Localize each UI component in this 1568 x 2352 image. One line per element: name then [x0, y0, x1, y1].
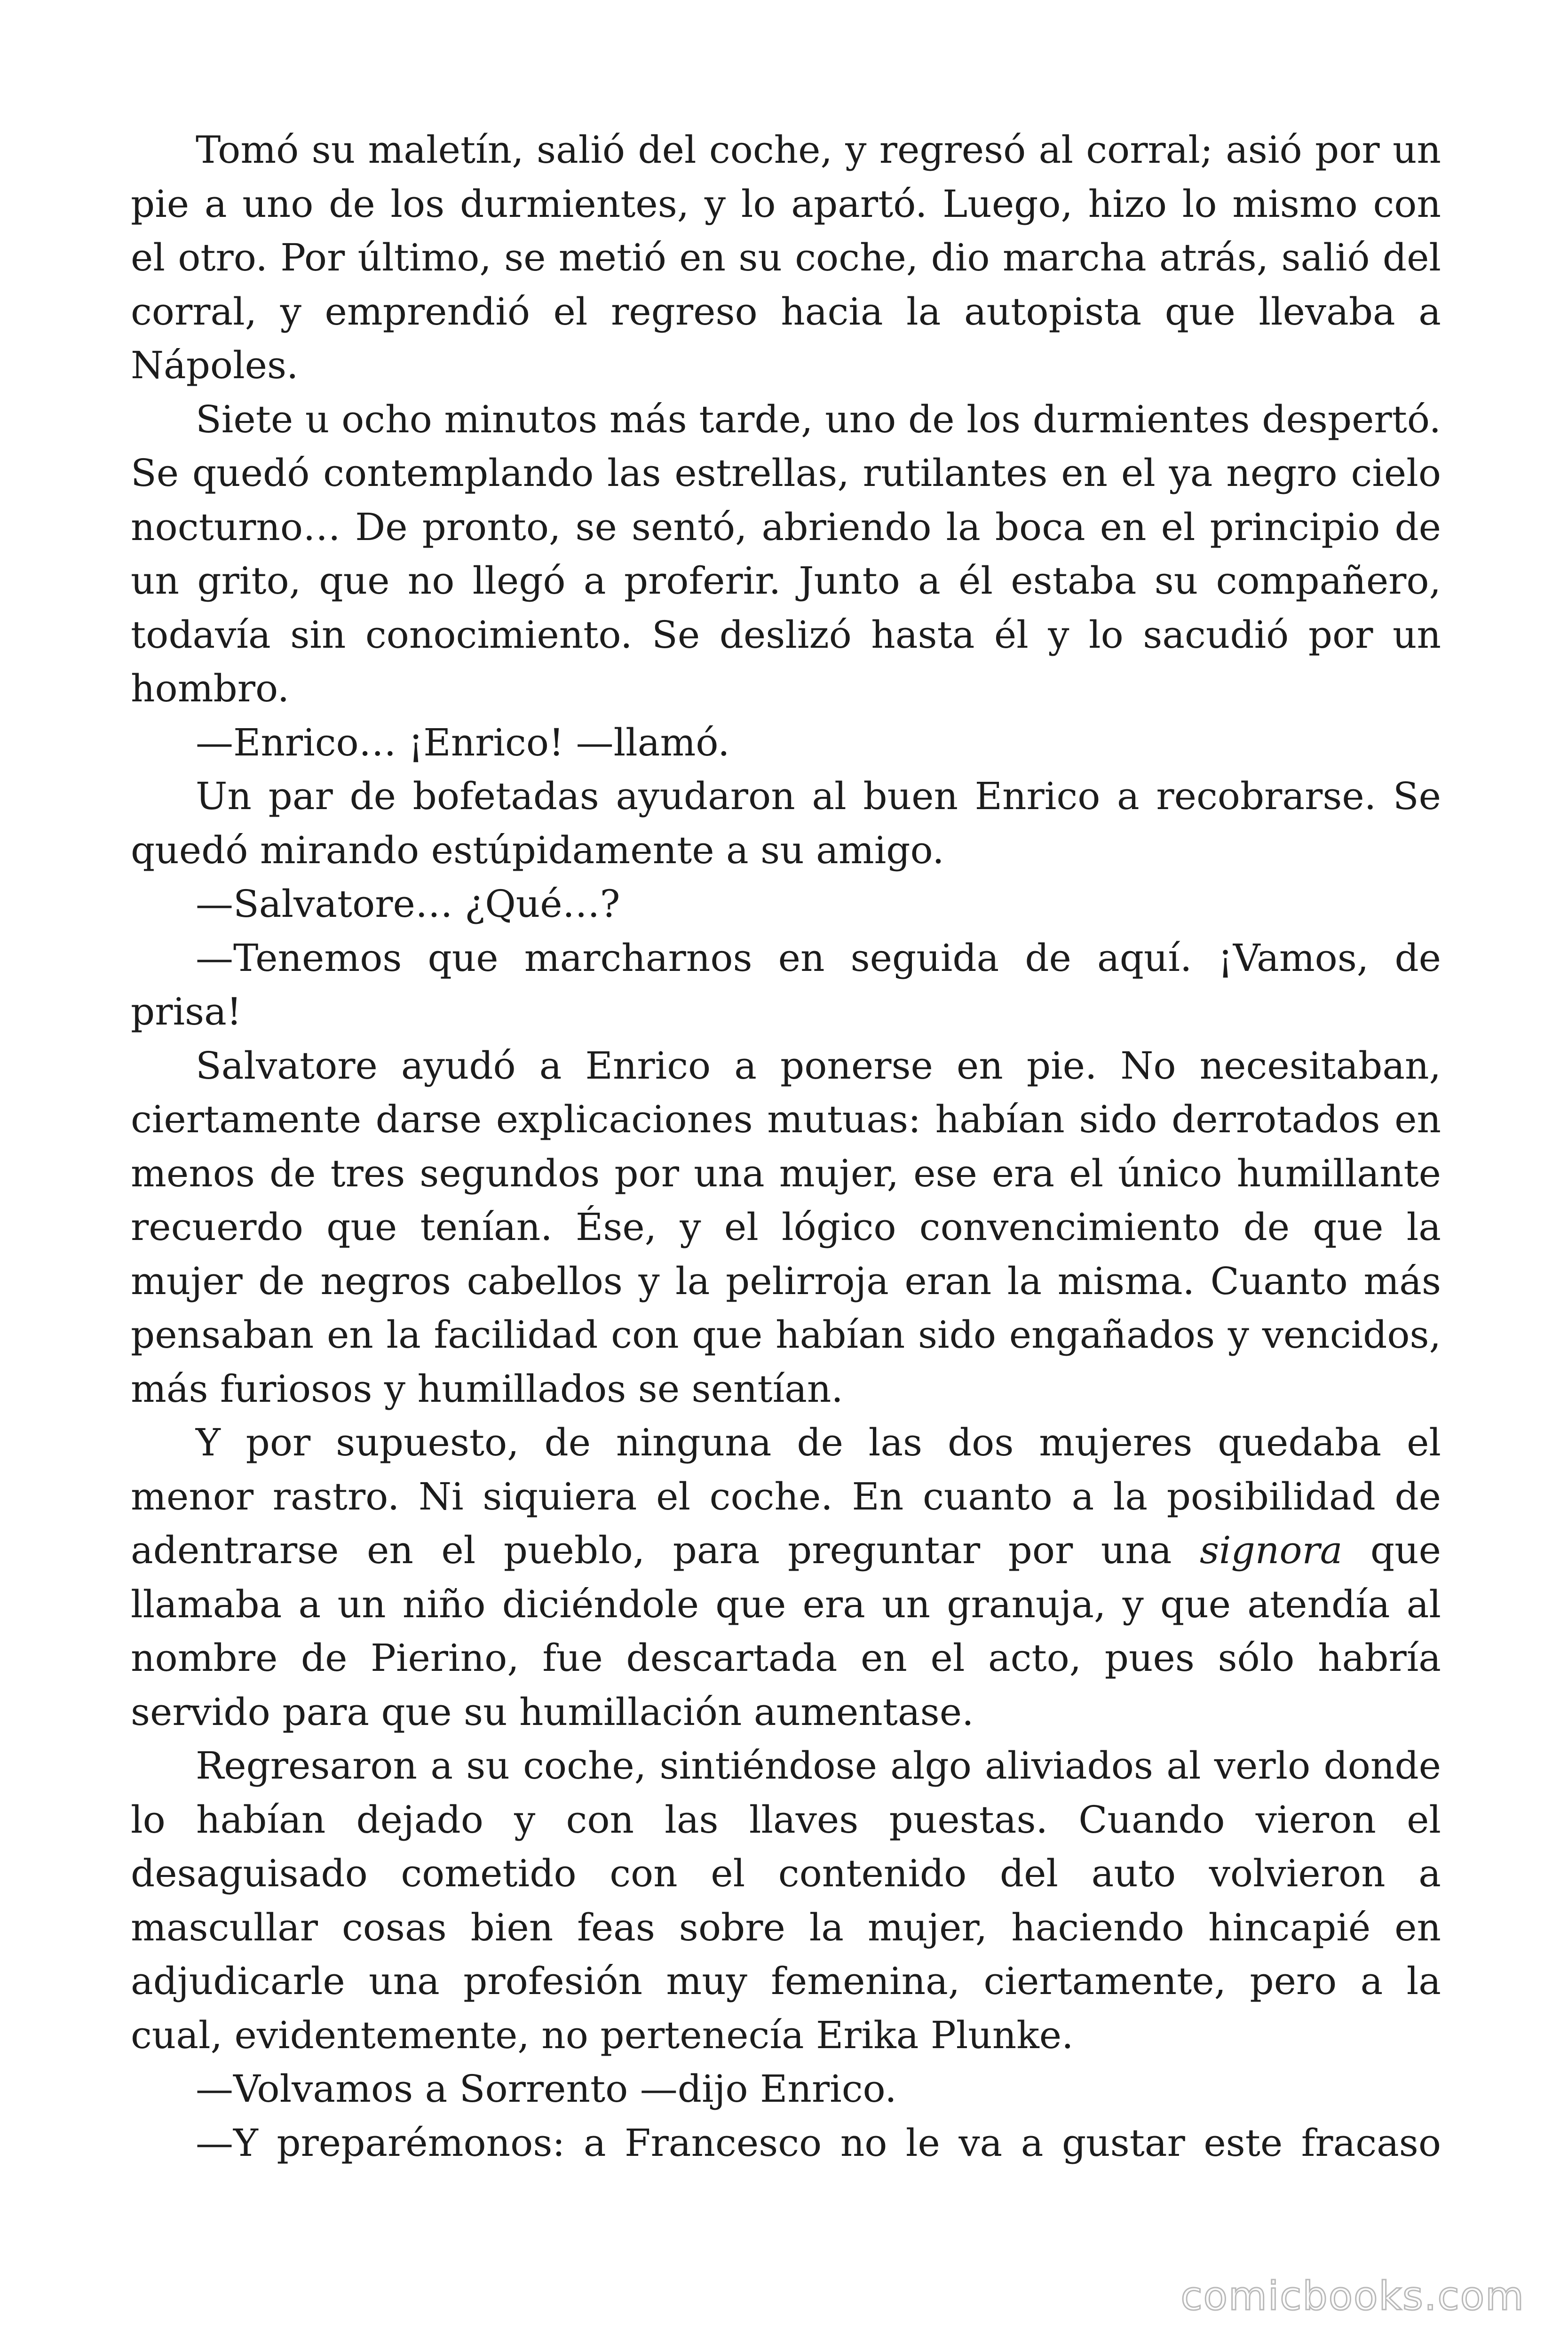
paragraph-10: —Volvamos a Sorrento —dijo Enrico. — [196, 2067, 897, 2111]
paragraph-8-end: que llamaba a un niño diciéndole que era un granuja, y que atendía al nombre de Pierino, fue descartada en el acto, pues sólo habría servido para que su humillación aumentase. — [131, 1528, 1441, 1734]
paragraph-11: —Y preparémonos: a Francesco no le va a gustar este fracaso — [196, 2121, 1441, 2165]
paragraph-1: Tomó su maletín, salió del coche, y regresó al corral; asió por un pie a uno de los durmientes, y lo apartó. Luego, hizo lo mismo con el otro. Por último, se metió en su coche, dio marcha atrás, salió del corral, y emprendió el regreso hacia la autopista que llevaba a Nápoles. — [131, 128, 1441, 387]
paragraph-8 — [131, 1416, 1441, 1739]
paragraph-9: Regresaron a su coche, sintiéndose algo aliviados al verlo donde lo habían dejado y con las llaves puestas. Cuando vieron el desaguisado cometido con el contenido del auto volvieron a mascullar cosas bien feas sobre la mujer, haciendo hincapié en adjudicarle una profesión muy femenina, ciertamente, pero a la cual, evidentemente, no pertenecía Erika Plunke. — [131, 1744, 1441, 2057]
body-text — [131, 123, 1441, 2170]
paragraph-4: Un par de bofetadas ayudaron al buen Enrico a recobrarse. Se quedó mirando estúpidamente a su amigo. — [131, 774, 1441, 872]
paragraph-8-start: Y por supuesto, de ninguna de las dos mujeres quedaba el menor rastro. Ni siquiera el coche. En cuanto a la posibilidad de adentrarse en el pueblo, para preguntar por una — [131, 1421, 1441, 1572]
paragraph-7: Salvatore ayudó a Enrico a ponerse en pie. No necesitaban, ciertamente darse explicaciones mutuas: habían sido derrotados en menos de tres segundos por una mujer, ese era el único humillante recuerdo que tenían. Ése, y el lógico convencimiento de que la mujer de negros cabellos y la pelirroja eran la misma. Cuanto más pensaban en la facilidad con que habían sido engañados y vencidos, más furiosos y humillados se sentían. — [131, 1043, 1441, 1411]
watermark: comicbooks.com — [1180, 2273, 1525, 2319]
paragraph-5: —Salvatore… ¿Qué…? — [196, 882, 620, 926]
paragraph-3: —Enrico… ¡Enrico! —llamó. — [196, 720, 730, 764]
paragraph-6: —Tenemos que marcharnos en seguida de aquí. ¡Vamos, de prisa! — [131, 936, 1441, 1033]
paragraph-2: Siete u ocho minutos más tarde, uno de los durmientes despertó. Se quedó contemplando las estrellas, rutilantes en el ya negro cielo nocturno… De pronto, se sentó, abriendo la boca en el principio de un grito, que no llegó a proferir. Junto a él estaba su compañero, todavía sin conocimiento. Se deslizó hasta él y lo sacudió por un hombro. — [131, 397, 1441, 710]
italic-word: signora — [1199, 1528, 1343, 1572]
